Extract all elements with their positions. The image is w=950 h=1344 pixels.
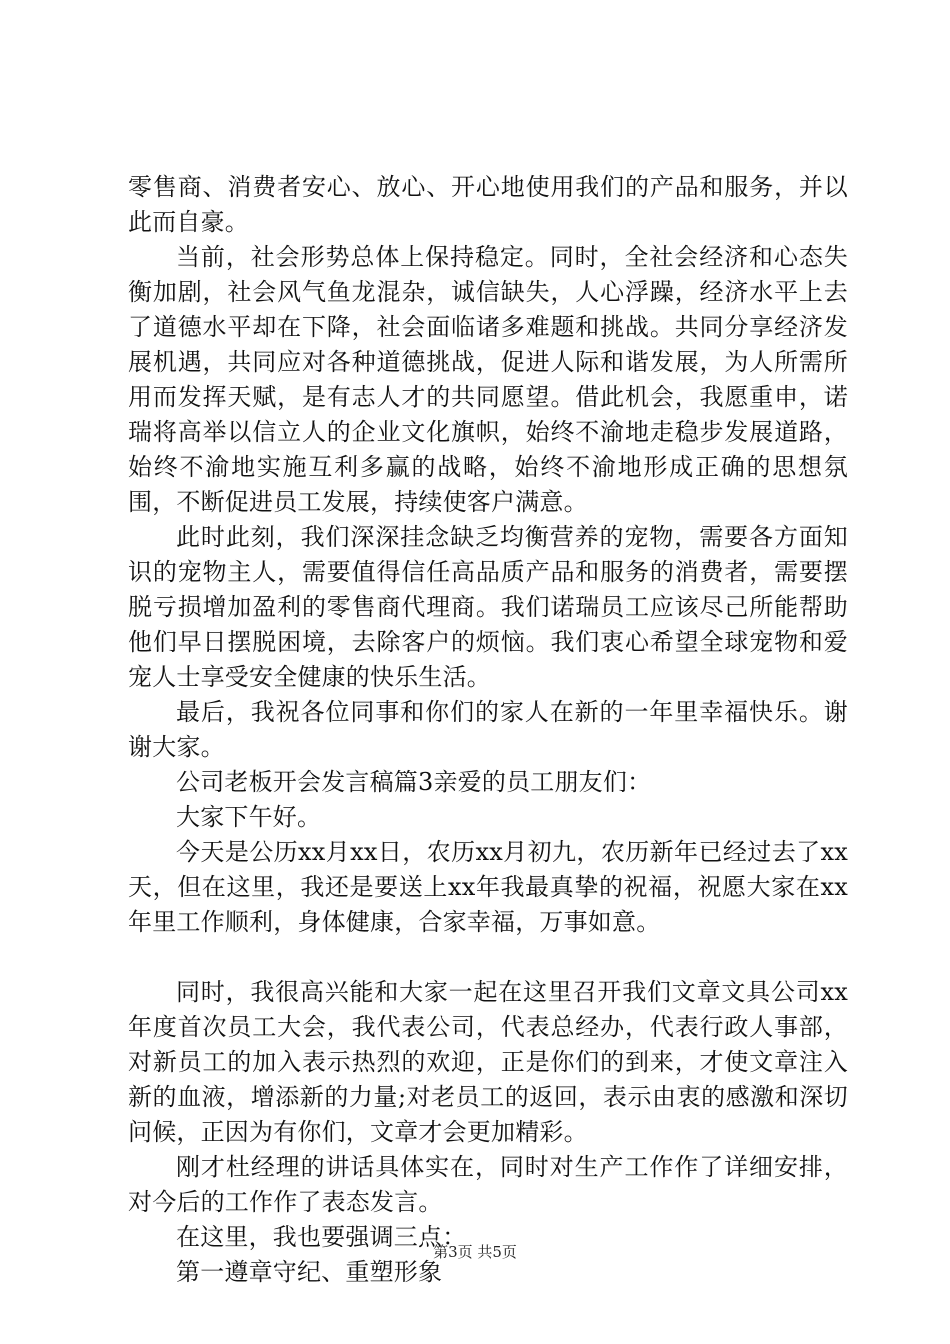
document-body: [128, 170, 848, 1290]
paragraph-manager-speech: 刚才杜经理的讲话具体实在，同时对生产工作作了详细安排，对今后的工作作了表态发言。: [128, 1153, 848, 1216]
paragraph-three-points: 在这里，我也要强调三点：: [176, 1223, 467, 1251]
paragraph-first-point: 第一遵章守纪、重塑形象: [176, 1258, 443, 1286]
paragraph-greeting: 大家下午好。: [176, 803, 322, 831]
paragraph-closing-wishes: 最后，我祝各位同事和你们的家人在新的一年里幸福快乐。谢谢大家。: [128, 698, 848, 761]
paragraph-new-year-wishes: 今天是公历xx月xx日，农历xx月初九，农历新年已经过去了xx天，但在这里，我还是要送上xx年我最真挚的祝福，祝愿大家在xx年里工作顺利，身体健康，合家幸福，万事如意。: [128, 838, 848, 936]
page-number-footer: 第3页 共5页: [433, 1243, 517, 1261]
paragraph-pet-care: 此时此刻，我们深深挂念缺乏均衡营养的宠物，需要各方面知识的宠物主人，需要值得信任高品质产品和服务的消费者，需要摆脱亏损增加盈利的零售商代理商。我们诺瑞员工应该尽己所能帮助他们早日摆脱困境，去除客户的烦恼。我们衷心希望全球宠物和爱宠人士享受安全健康的快乐生活。: [128, 523, 848, 691]
paragraph-welcome: 同时，我很高兴能和大家一起在这里召开我们文章文具公司xx年度首次员工大会，我代表公司，代表总经办，代表行政人事部，对新员工的加入表示热烈的欢迎，正是你们的到来，才使文章注入新的血液，增添新的力量;对老员工的返回，表示由衷的感激和深切问候，正因为有你们，文章才会更加精彩。: [128, 978, 848, 1146]
paragraph-social-situation: 当前，社会形势总体上保持稳定。同时，全社会经济和心态失衡加剧，社会风气鱼龙混杂，诚信缺失，人心浮躁，经济水平上去了道德水平却在下降，社会面临诸多难题和挑战。共同分享经济发展机遇，共同应对各种道德挑战，促进人际和谐发展，为人所需所用而发挥天赋，是有志人才的共同愿望。借此机会，我愿重申，诺瑞将高举以信立人的企业文化旗帜，始终不渝地走稳步发展道路，始终不渝地实施互利多赢的战略，始终不渝地形成正确的思想氛围，不断促进员工发展，持续使客户满意。: [128, 243, 848, 516]
paragraph-continuation: 零售商、消费者安心、放心、开心地使用我们的产品和服务，并以此而自豪。: [128, 173, 848, 236]
paragraph-section-title: 公司老板开会发言稿篇3亲爱的员工朋友们：: [176, 768, 652, 796]
